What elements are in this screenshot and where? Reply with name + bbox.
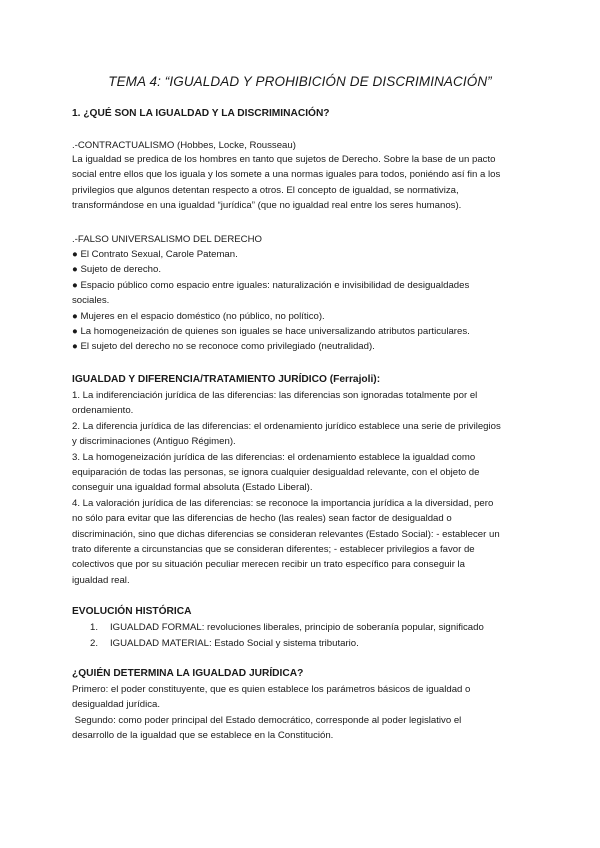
paragraph-line: privilegios que algunos detentan respecto a otros. El concepto de igualdad, se normativiza,	[72, 184, 459, 196]
section4-paragraph	[72, 682, 534, 744]
paragraph-line: 1. La indiferenciación jurídica de las diferencias: las diferencias son ignoradas totalmente por el	[72, 390, 478, 401]
section2-heading: IGUALDAD Y DIFERENCIA/TRATAMIENTO JURÍDICO (Ferrajoli):	[72, 374, 381, 385]
paragraph-line: Primero: el poder constituyente, que es quien establece los parámetros básicos de igualdad o	[72, 684, 471, 695]
paragraph-line: colectivos que por su situación peculiar merecen recibir un trato específico para conseguir la	[72, 559, 466, 571]
page-title: TEMA 4: “IGUALDAD Y PROHIBICIÓN DE DISCRIMINACIÓN”	[108, 74, 492, 89]
paragraph-line: social entre ellos que los iguala y los somete a una normas iguales para todos, poniéndo así fin a los	[72, 169, 501, 181]
paragraph-line: 2. La diferencia jurídica de las diferencias: el ordenamiento jurídico establece una serie de privilegios	[72, 420, 501, 432]
paragraph-line: discriminación, sino que dichas diferencias se consideran relevantes (Estado Social): - establecer un	[72, 528, 500, 540]
bullet-item: ● El sujeto del derecho no se reconoce como privilegiado (neutralidad).	[72, 341, 375, 353]
section4-heading: ¿QUIÉN DETERMINA LA IGUALDAD JURÍDICA?	[72, 668, 304, 679]
paragraph-line: 4. La valoración jurídica de las diferencias: se reconoce la importancia jurídica a la diversidad, pero	[72, 497, 494, 509]
paragraph-line: trato diferente a circunstancias que se consideran diferentes; - establecer privilegios a favor de	[72, 544, 475, 556]
section3-heading: EVOLUCIÓN HISTÓRICA	[72, 606, 192, 617]
falso-universalismo-list	[72, 247, 534, 355]
paragraph-line: desigualdad jurídica.	[72, 699, 161, 711]
paragraph-line: y discriminaciones (Antiguo Régimen).	[72, 436, 236, 448]
contractualismo-label: .-CONTRACTUALISMO (Hobbes, Locke, Rousseau)	[72, 140, 296, 151]
paragraph-line: igualdad real.	[72, 574, 130, 586]
paragraph-line: transformándose en una igualdad “jurídica” (que no igualdad real entre los seres humanos).	[72, 200, 462, 212]
bullet-item: sociales.	[72, 295, 110, 307]
paragraph-line: conseguir una igualdad formal absoluta (Estado Liberal).	[72, 482, 313, 494]
bullet-item: ● Sujeto de derecho.	[72, 264, 161, 276]
falso-universalismo-label: .-FALSO UNIVERSALISMO DEL DERECHO	[72, 234, 262, 245]
paragraph-line: no sólo para evitar que las diferencias de hecho (las reales) sean factor de desigualdad o	[72, 513, 452, 525]
section2-paragraph	[72, 388, 534, 588]
bullet-item: ● Mujeres en el espacio doméstico (no público, no político).	[72, 310, 325, 322]
list-item-number: 1.	[90, 622, 99, 633]
bullet-item: ● La homogeneización de quienes son iguales se hace universalizando atributos particulares.	[72, 326, 470, 338]
contractualismo-paragraph	[72, 152, 534, 214]
list-item-text: IGUALDAD FORMAL: revoluciones liberales, principio de soberanía popular, significado	[110, 622, 484, 633]
paragraph-line: Segundo: como poder principal del Estado democrático, corresponde al poder legislativo el	[72, 714, 462, 726]
paragraph-line: 3. La homogeneización jurídica de las diferencias: el ordenamiento establece la igualdad como	[72, 451, 476, 463]
paragraph-line: equiparación de todas las personas, se ignora cualquier desigualdad relevante, con el objeto de	[72, 467, 480, 479]
list-item-number: 2.	[90, 638, 99, 649]
paragraph-line: La igualdad se predica de los hombres en tanto que sujetos de Derecho. Sobre la base de un pacto	[72, 154, 496, 165]
section1-heading: 1. ¿QUÉ SON LA IGUALDAD Y LA DISCRIMINACIÓN?	[72, 108, 330, 119]
paragraph-line: ordenamiento.	[72, 405, 134, 417]
paragraph-line: desarrollo de la igualdad que se establece en la Constitución.	[72, 730, 334, 742]
list-item-text: IGUALDAD MATERIAL: Estado Social y sistema tributario.	[110, 638, 359, 649]
bullet-item: ● El Contrato Sexual, Carole Pateman.	[72, 249, 238, 260]
bullet-item: ● Espacio público como espacio entre iguales: naturalización e invisibilidad de desigualdades	[72, 279, 470, 291]
